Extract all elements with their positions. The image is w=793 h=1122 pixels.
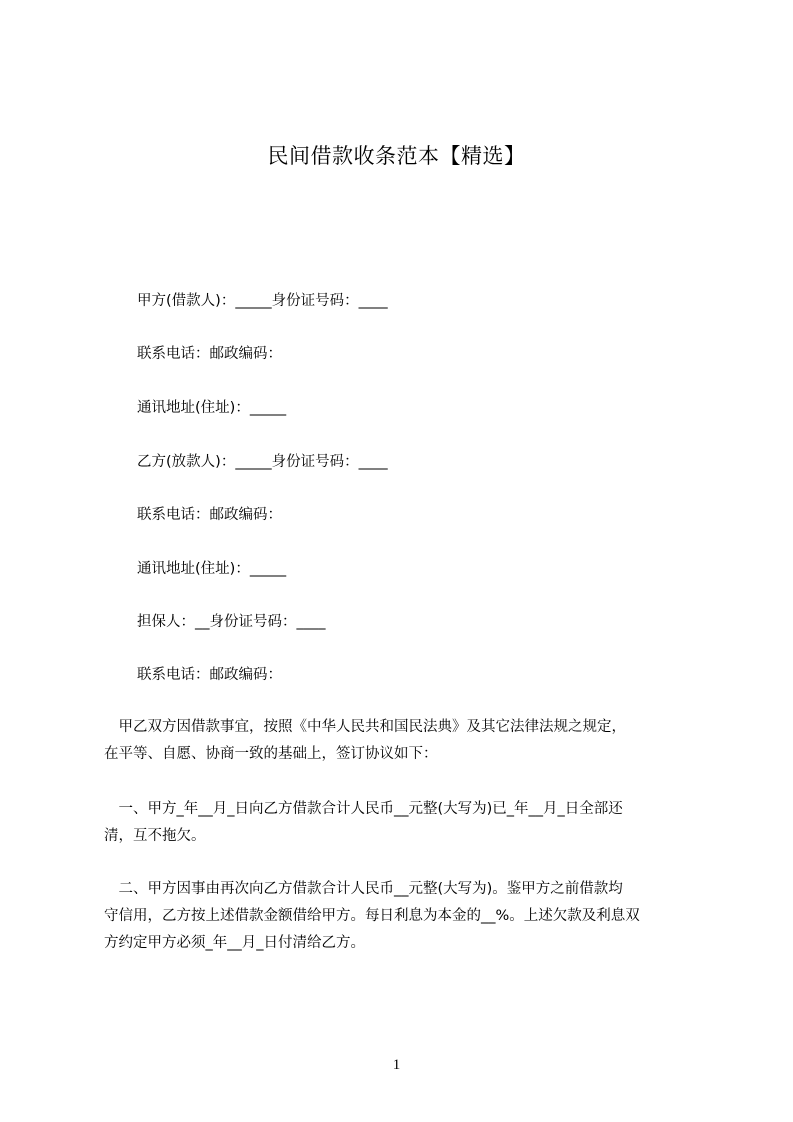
page-number: 1 — [392, 1057, 401, 1073]
lender-contact-line: 联系电话：邮政编码： — [137, 507, 282, 523]
paragraph-line: 甲乙双方因借款事宜，按照《中华人民共和国民法典》及其它法律法规之规定， — [104, 719, 626, 735]
guarantor-contact-line: 联系电话：邮政编码： — [137, 667, 282, 683]
clause-one-paragraph — [104, 796, 694, 850]
paragraph-line: 一、甲方_年__月_日向乙方借款合计人民币__元整(大写为)已_年__月_日全部还 — [104, 801, 623, 817]
paragraph-line: 方约定甲方必须_年__月_日付清给乙方。 — [104, 935, 365, 951]
clause-two-paragraph — [104, 876, 694, 957]
intro-paragraph — [104, 714, 694, 768]
borrower-name-line: 甲方(借款人)：_____身份证号码：____ — [137, 293, 388, 309]
document-title: 民间借款收条范本【精选】 — [267, 144, 526, 168]
paragraph-line: 二、甲方因事由再次向乙方借款合计人民币__元整(大写为)。鉴甲方之前借款均 — [104, 881, 623, 897]
borrower-contact-line: 联系电话：邮政编码： — [137, 346, 282, 362]
paragraph-line: 守信用，乙方按上述借款金额借给甲方。每日利息为本金的__%。上述欠款及利息双 — [104, 908, 640, 924]
borrower-address-line: 通讯地址(住址)：_____ — [137, 400, 287, 416]
guarantor-name-line: 担保人：__身份证号码：____ — [137, 614, 326, 630]
lender-name-line: 乙方(放款人)：_____身份证号码：____ — [137, 454, 388, 470]
paragraph-line: 在平等、自愿、协商一致的基础上，签订协议如下： — [104, 746, 438, 762]
paragraph-line: 清，互不拖欠。 — [104, 828, 206, 844]
lender-address-line: 通讯地址(住址)：_____ — [137, 561, 287, 577]
